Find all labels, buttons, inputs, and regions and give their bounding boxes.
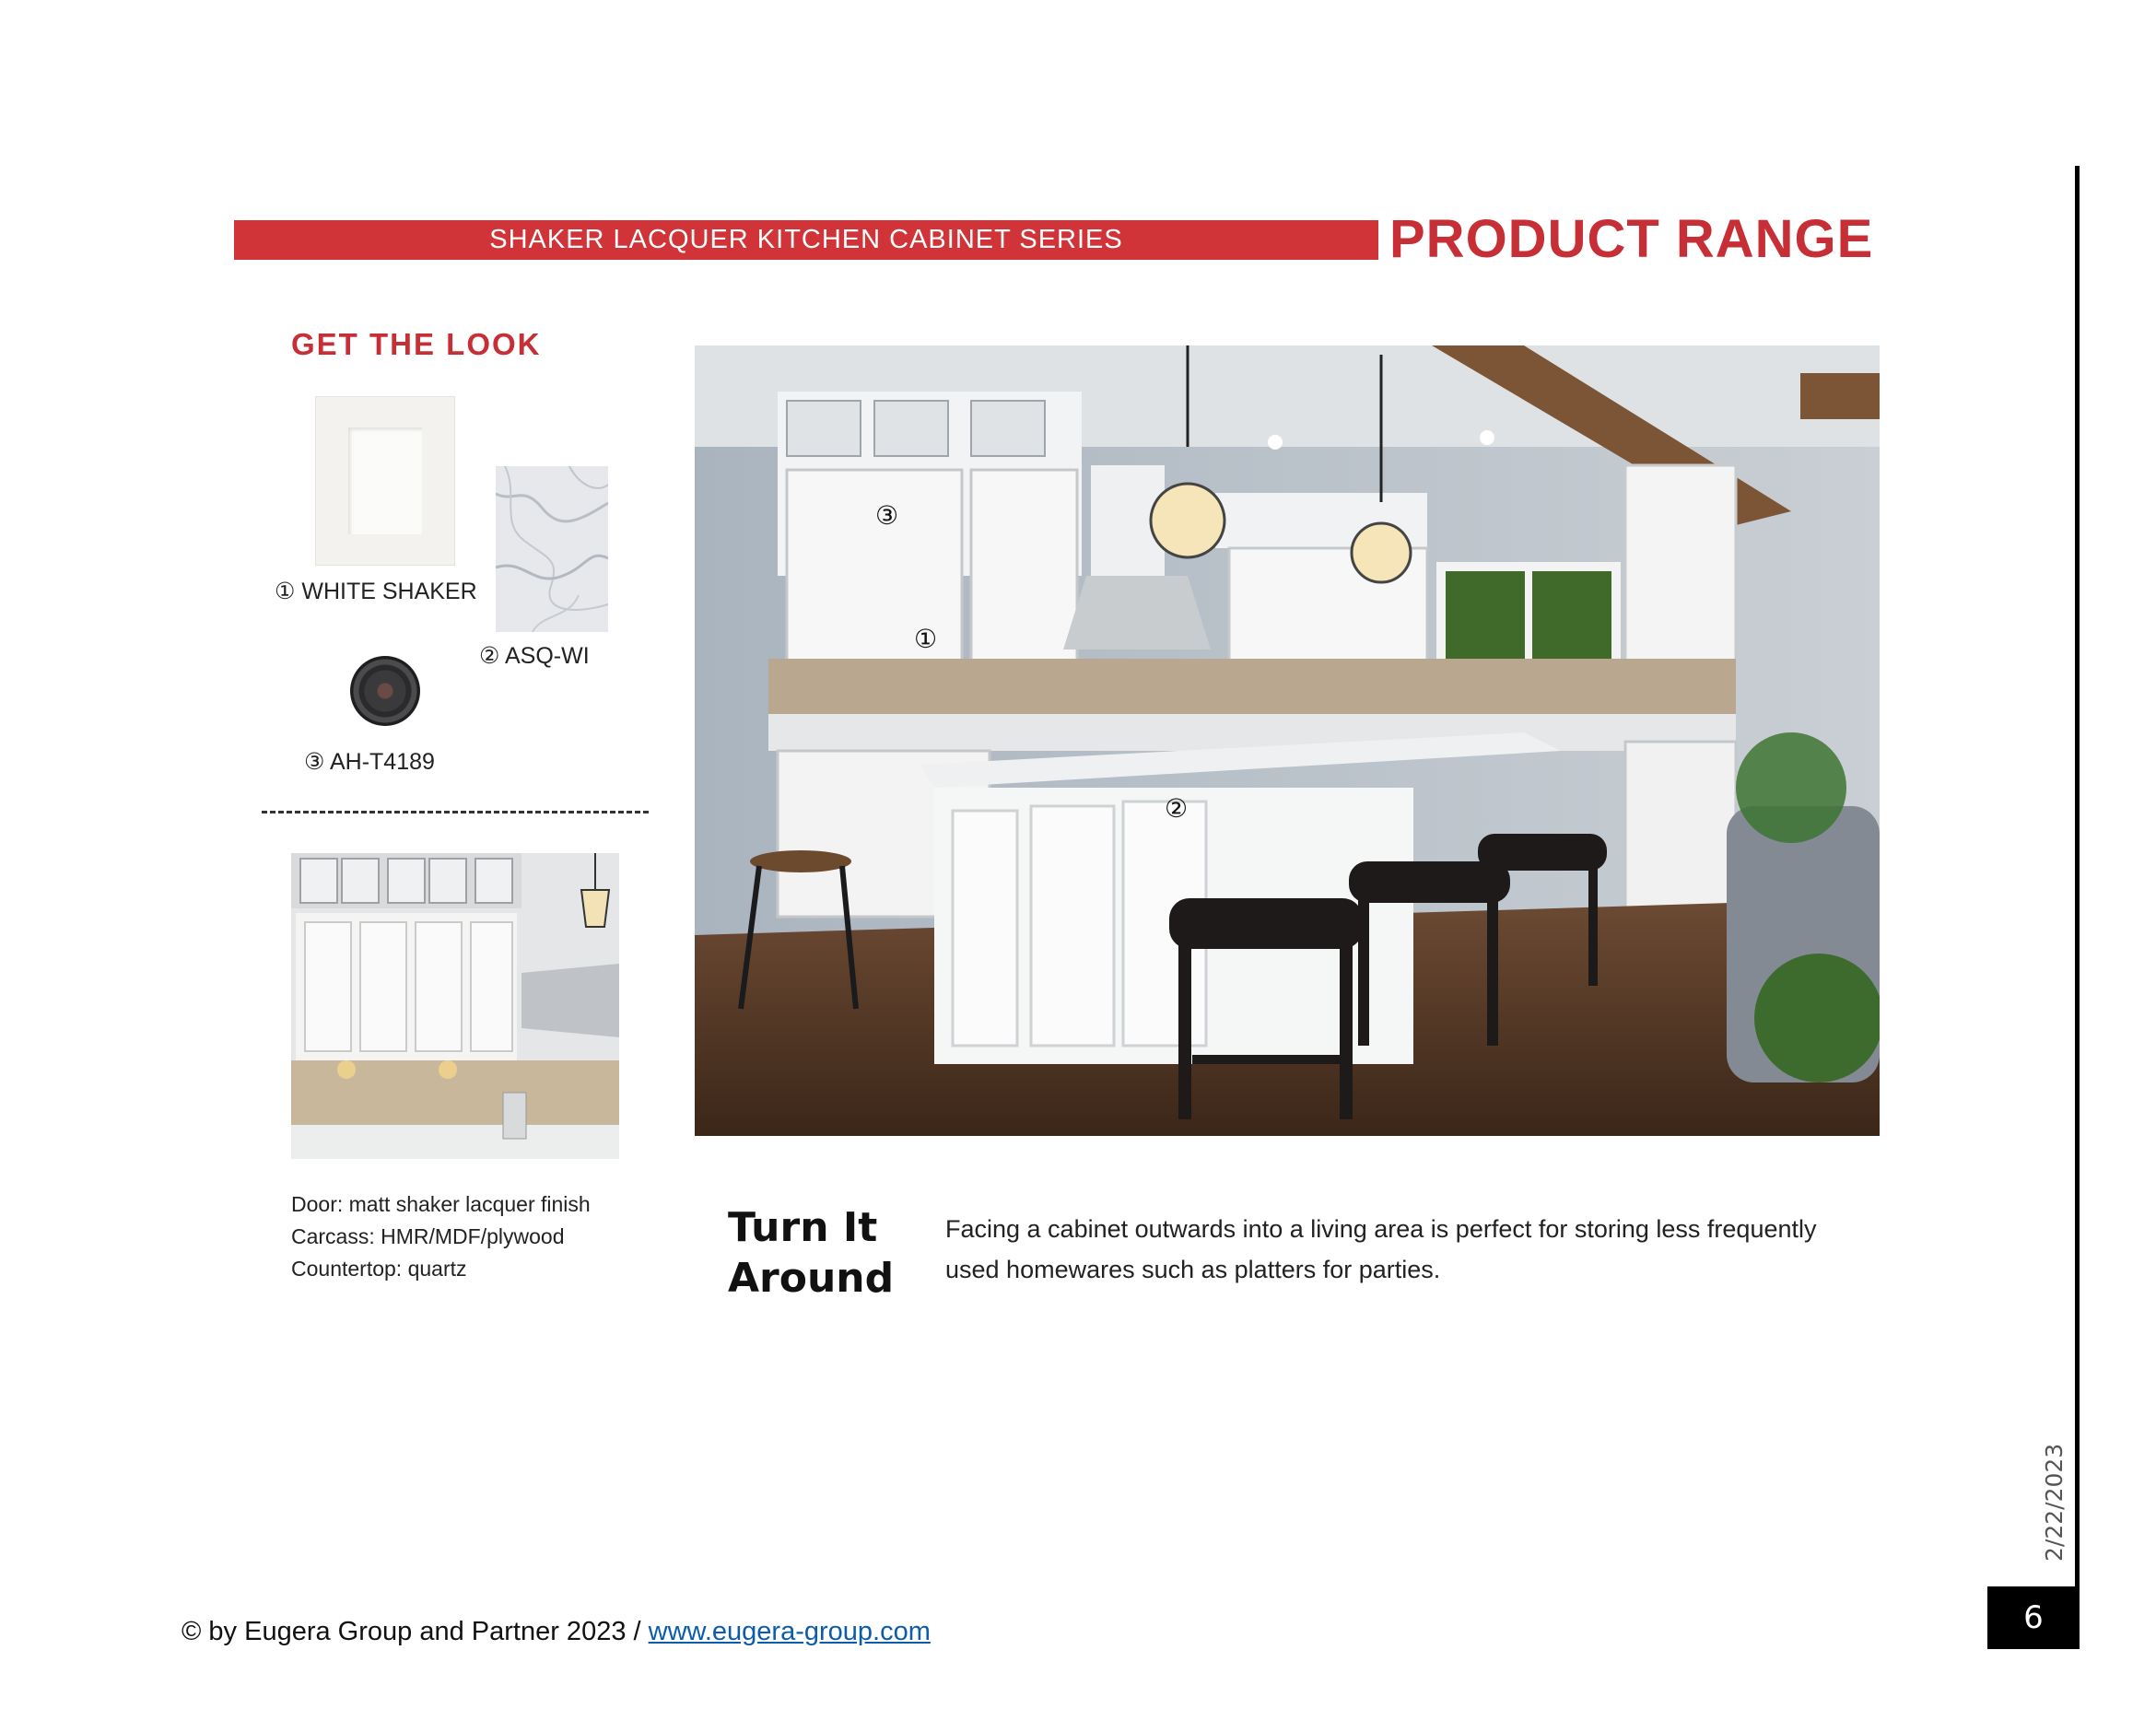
footer-website-link[interactable]: www.eugera-group.com — [648, 1617, 931, 1646]
kitchen-detail-photo — [291, 853, 619, 1159]
spec-carcass: Carcass: HMR/MDF/plywood — [291, 1224, 565, 1248]
feature-title — [728, 1202, 894, 1304]
get-the-look-heading: GET THE LOOK — [291, 327, 542, 361]
dashed-divider — [262, 811, 649, 813]
quartz-swatch — [496, 466, 608, 632]
photo-marker-3: ③ — [875, 500, 899, 531]
feature-title-line1: Turn It — [728, 1204, 878, 1251]
photo-marker-1: ① — [914, 624, 938, 654]
footer-copyright: © by Eugera Group and Partner 2023 / — [182, 1617, 649, 1646]
feature-title-line2: Around — [728, 1255, 895, 1302]
white-shaker-door-swatch — [315, 396, 455, 566]
spec-door: Door: matt shaker lacquer finish — [291, 1192, 591, 1216]
section-title: PRODUCT RANGE — [1389, 209, 1874, 269]
photo-marker-2: ② — [1165, 793, 1189, 824]
page-edge-rule — [2075, 166, 2080, 1649]
kitchen-hero-photo — [695, 345, 1880, 1136]
feature-body: Facing a cabinet outwards into a living area is perfect for storing less frequently used homewares such as platters for parties. — [945, 1215, 1817, 1283]
series-title: SHAKER LACQUER KITCHEN CABINET SERIES — [489, 225, 1123, 254]
spec-list — [291, 1188, 591, 1285]
footer — [182, 1617, 931, 1647]
spec-countertop: Countertop: quartz — [291, 1257, 467, 1281]
white-shaker-label: ① WHITE SHAKER — [275, 579, 477, 604]
document-date: 2/22/2023 — [2041, 1443, 2068, 1562]
cabinet-knob-swatch — [350, 656, 420, 726]
asq-wi-label: ② ASQ-WI — [479, 643, 590, 669]
ah-t4189-label: ③ AH-T4189 — [304, 749, 435, 775]
page-number: 6 — [1987, 1586, 2080, 1649]
